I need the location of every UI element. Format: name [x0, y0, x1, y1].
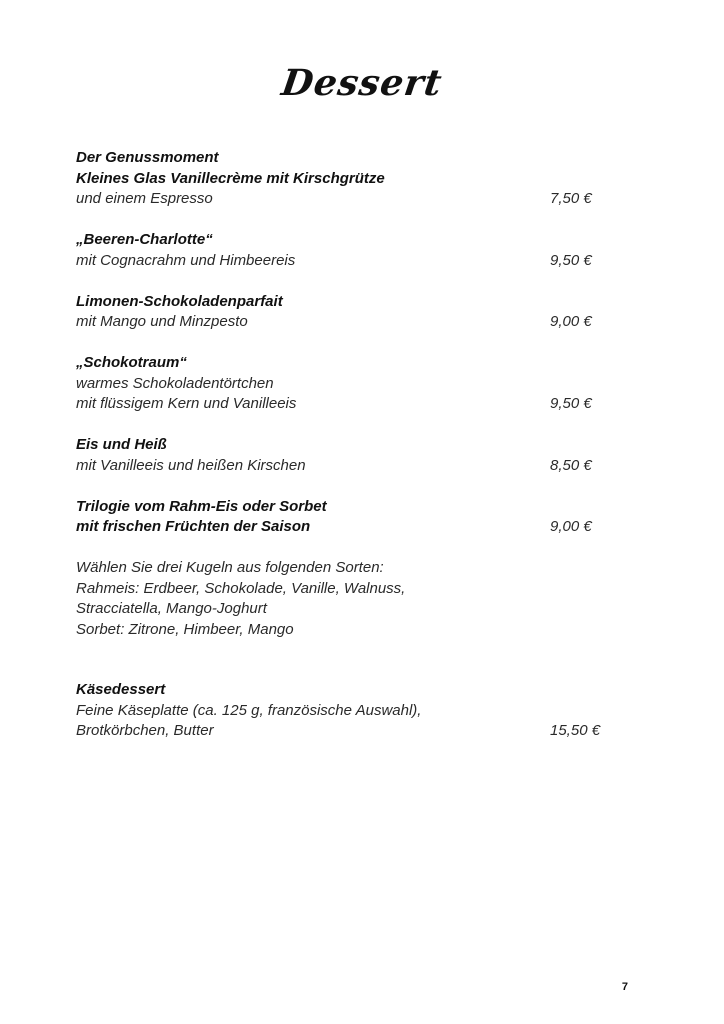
item-name: Käsedessert	[76, 681, 166, 698]
item-price: 9,50 €	[550, 395, 592, 412]
menu-item	[76, 148, 636, 210]
item-price: 9,00 €	[550, 518, 592, 535]
flavor-list	[76, 558, 636, 640]
item-description: mit Mango und Minzpesto	[76, 313, 248, 330]
item-price: 15,50 €	[550, 722, 601, 739]
flavor-intro: Wählen Sie drei Kugeln aus folgenden Sorten:	[76, 559, 384, 576]
item-description-row	[76, 251, 636, 272]
menu-item	[76, 497, 636, 538]
flavor-line: Sorbet: Zitrone, Himbeer, Mango	[76, 620, 294, 638]
item-name: Limonen-Schokoladenparfait	[76, 292, 283, 310]
item-description: mit Cognacrahm und Himbeereis	[76, 251, 296, 269]
item-name: „Beeren-Charlotte“	[76, 231, 213, 248]
item-description-row	[76, 721, 636, 742]
item-description-row	[76, 189, 636, 210]
item-description: und einem Espresso	[76, 190, 213, 207]
item-description: mit Vanilleeis und heißen Kirschen	[76, 456, 306, 474]
menu-item	[76, 230, 636, 271]
flavor-line: Rahmeis: Erdbeer, Schokolade, Vanille, Walnuss,	[76, 579, 406, 597]
item-description-row	[76, 312, 636, 333]
item-description: warmes Schokoladentörtchen	[76, 374, 274, 392]
item-name: „Schokotraum“	[76, 354, 187, 371]
item-price: 9,50 €	[550, 251, 592, 269]
item-name: Der Genussmoment	[76, 149, 219, 166]
page-title: Dessert	[278, 62, 446, 104]
item-description: mit flüssigem Kern und Vanilleeis	[76, 395, 297, 412]
page-number: 7	[621, 981, 628, 993]
item-price: 7,50 €	[550, 190, 592, 207]
item-price: 8,50 €	[550, 456, 592, 474]
item-name: Trilogie vom Rahm-Eis oder Sorbet	[76, 497, 327, 515]
item-name-line2: mit frischen Früchten der Saison	[76, 518, 311, 535]
item-description-row	[76, 456, 636, 477]
item-name-row	[76, 517, 636, 538]
flavor-line: Stracciatella, Mango-Joghurt	[76, 600, 267, 617]
dessert-menu	[76, 148, 636, 742]
item-description: Feine Käseplatte (ca. 125 g, französische Auswahl),	[76, 701, 422, 719]
item-price: 9,00 €	[550, 313, 592, 330]
item-description-row	[76, 394, 636, 415]
menu-item	[76, 292, 636, 333]
menu-item	[76, 353, 636, 415]
item-name-line2: Kleines Glas Vanillecrème mit Kirschgrütze	[76, 169, 385, 187]
menu-item-cheese	[76, 680, 636, 742]
menu-item	[76, 435, 636, 476]
item-description: Brotkörbchen, Butter	[76, 722, 214, 739]
item-name: Eis und Heiß	[76, 436, 167, 453]
